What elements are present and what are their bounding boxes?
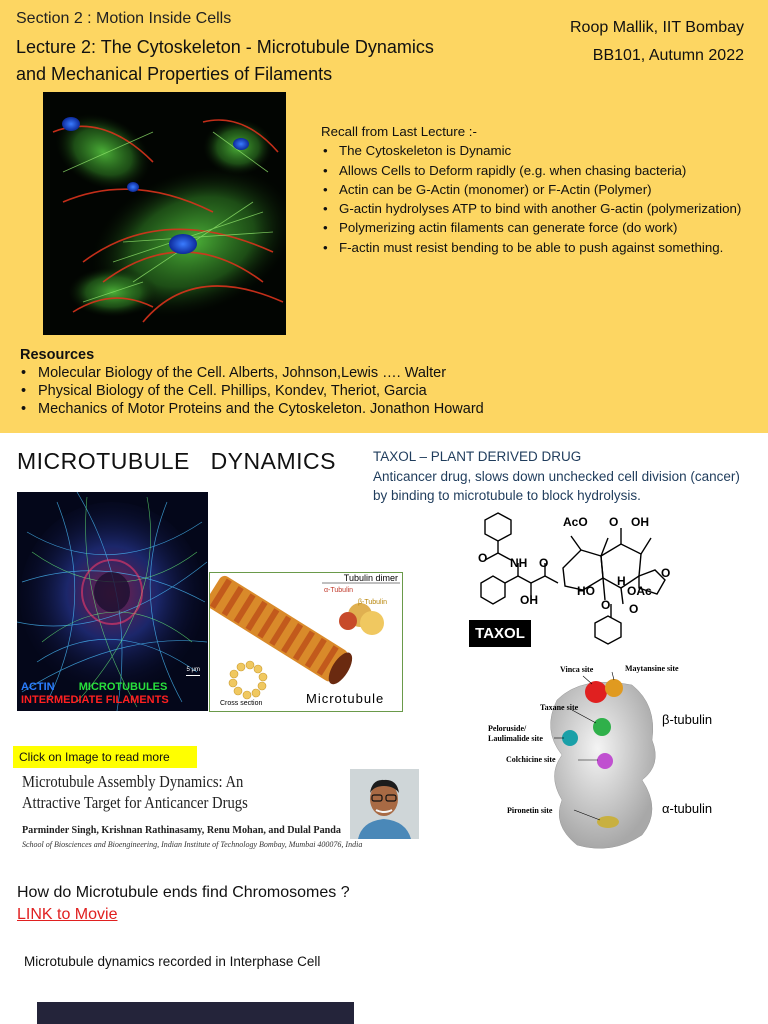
taxol-group-aco: AcO (563, 515, 588, 529)
peloruside-site-label-line1: Peloruside/ (488, 724, 527, 733)
taxol-group-nh: NH (510, 556, 528, 570)
microtubule-structure-diagram (209, 572, 403, 712)
lecture-slide (0, 0, 768, 433)
microtubule-label: Microtubule (306, 691, 385, 706)
taxol-group-h: H (617, 574, 626, 588)
taxane-site-label: Taxane site (540, 703, 579, 712)
resource-item: • Physical Biology of the Cell. Phillips, Kondev, Theriot, Garcia (20, 382, 740, 400)
tubulin-dimer-label: Tubulin dimer (343, 573, 398, 583)
chromosome-question: How do Microtubule ends find Chromosomes ? (17, 884, 350, 901)
author-name: Roop Mallik, IIT Bombay (570, 19, 744, 36)
vinca-site-label: Vinca site (560, 665, 594, 674)
lecture-title (16, 34, 536, 88)
taxol-group-o2: O (478, 551, 488, 565)
resources-section (20, 347, 740, 418)
recall-item: • F-actin must resist bending to be able to push against something. (321, 238, 751, 257)
tubulin-binding-sites-image (462, 660, 752, 855)
recall-item: • Allows Cells to Deform rapidly (e.g. when chasing bacteria) (321, 161, 751, 180)
alpha-tubulin-label: α-tubulin (662, 801, 713, 816)
legend-actin: ACTIN (21, 681, 55, 693)
beta-tubulin-label: β-Tubulin (358, 599, 388, 606)
recall-heading: Recall from Last Lecture :- (321, 124, 477, 139)
cytoskeleton-fluorescence-image (43, 92, 286, 335)
resource-item: • Mechanics of Motor Proteins and the Cytoskeleton. Jonathon Howard (20, 400, 740, 418)
taxol-group-o3: O (539, 556, 549, 570)
paper-authors: Parminder Singh, Krishnan Rathinasamy, Renu Mohan, and Dulal Panda (22, 824, 341, 836)
legend-intermediate-filaments: INTERMEDIATE FILAMENTS (21, 694, 169, 706)
alpha-tubulin-label: α-Tubulin (324, 587, 354, 594)
taxol-group-o1: O (609, 515, 619, 529)
taxol-description: Anticancer drug, slows down unchecked cell division (cancer) by binding to microtubule to block hydrolysis. (373, 469, 740, 503)
taxol-group-oh-bottom: OH (520, 593, 538, 607)
course-term: BB101, Autumn 2022 (592, 47, 744, 64)
taxol-group-o5: O (601, 598, 611, 612)
interphase-caption: Microtubule dynamics recorded in Interphase Cell (24, 954, 321, 969)
taxol-heading: TAXOL – PLANT DERIVED DRUG (373, 449, 582, 464)
scale-label: 5 μm (186, 667, 200, 673)
scale-bar (186, 675, 200, 676)
maytansine-site-label: Maytansine site (625, 664, 679, 673)
peloruside-site-label-line2: Laulimalide site (488, 734, 543, 743)
recall-item: • Actin can be G-Actin (monomer) or F-Actin (Polymer) (321, 180, 751, 199)
microtubule-dynamics-heading: MICROTUBULE DYNAMICS (17, 448, 336, 474)
taxol-group-oh-top: OH (631, 515, 649, 529)
paper-affiliation: School of Biosciences and Bioengineering, Indian Institute of Technology Bombay, Mumbai 400076, India (22, 840, 363, 849)
taxol-group-ho: HO (577, 584, 595, 598)
paper-title: Microtubule Assembly Dynamics: An Attractive Target for Anticancer Drugs (22, 772, 248, 812)
resources-heading: Resources (20, 347, 95, 363)
colchicine-site-label: Colchicine site (506, 755, 556, 764)
fluorescence-legend (21, 681, 169, 707)
cross-section-label: Cross section (220, 700, 263, 707)
author-portrait (350, 769, 419, 839)
recall-list (321, 141, 751, 257)
recall-item: • G-actin hydrolyses ATP to bind with another G-actin (polymerization) (321, 199, 751, 218)
recall-item: • Polymerizing actin filaments can generate force (do work) (321, 218, 751, 237)
recall-section (321, 122, 751, 257)
pironetin-site-label: Pironetin site (507, 806, 553, 815)
movie-link[interactable]: LINK to Movie (17, 906, 118, 923)
taxol-group-o4: O (661, 566, 671, 580)
paper-thumbnail-link[interactable] (20, 769, 420, 855)
section-title: Section 2 : Motion Inside Cells (16, 10, 232, 27)
beta-tubulin-label: β-tubulin (662, 712, 713, 727)
resource-item: • Molecular Biology of the Cell. Alberts, Johnson,Lewis …. Walter (20, 364, 740, 382)
microtubule-fluorescence-image (17, 492, 208, 711)
recall-item: • The Cytoskeleton is Dynamic (321, 141, 751, 160)
click-image-hint: Click on Image to read more (13, 746, 197, 768)
author-info (570, 14, 744, 70)
resources-list (20, 364, 740, 418)
interphase-video-frame[interactable] (37, 1002, 354, 1024)
legend-microtubules: MICROTUBULES (78, 681, 168, 693)
taxol-group-o6: O (629, 602, 639, 616)
lecture-title-line2: and Mechanical Properties of Filaments (16, 64, 333, 84)
lecture-title-line1: Lecture 2: The Cytoskeleton - Microtubule Dynamics (16, 37, 434, 57)
taxol-group-oac: OAc (627, 584, 652, 598)
taxol-label: TAXOL (469, 620, 531, 647)
